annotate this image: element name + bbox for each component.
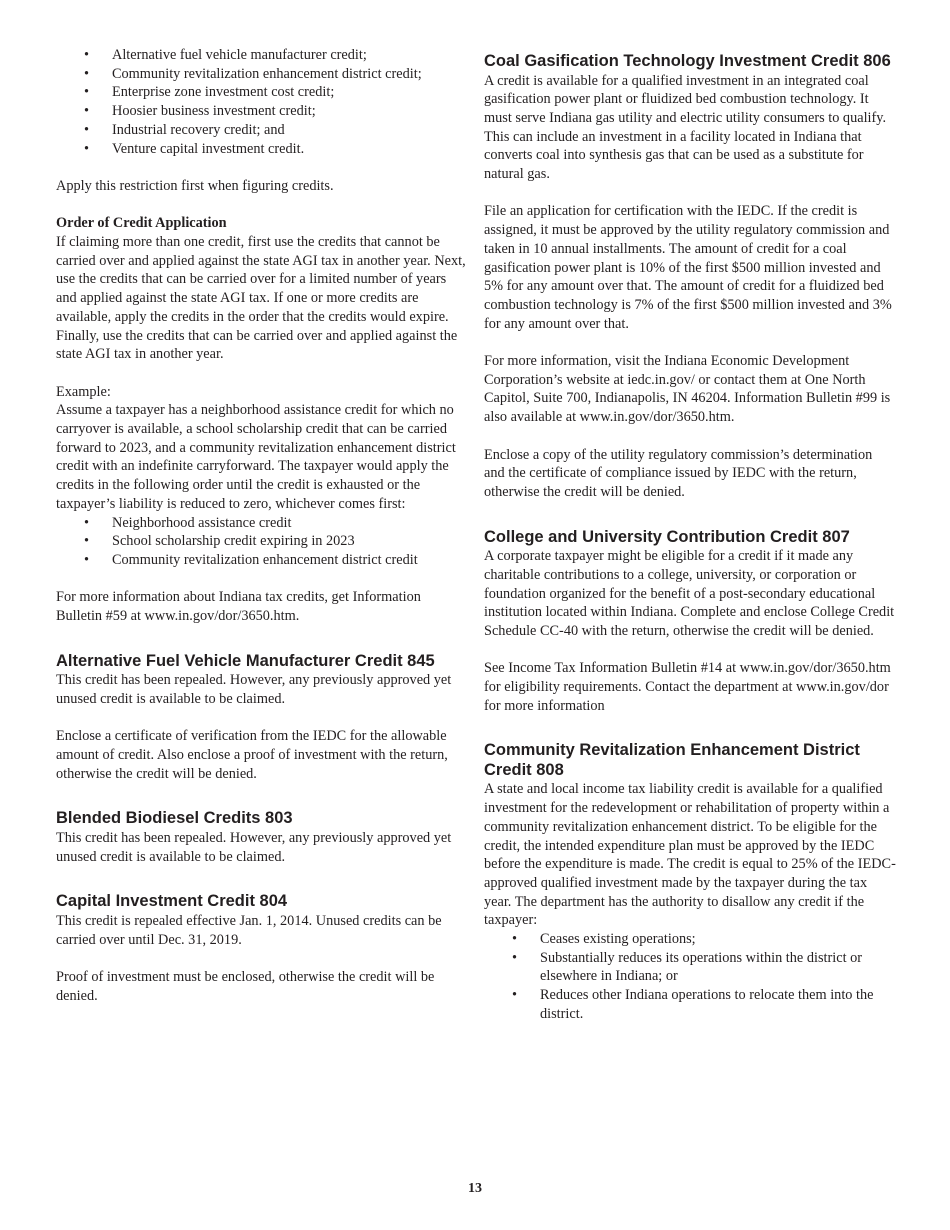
list-item: • Neighborhood assistance credit xyxy=(56,514,468,533)
list-item: • Hoosier business investment credit; xyxy=(56,102,468,121)
section-808-paragraph-1: A state and local income tax liability credit is available for a qualified investment for the redevelopment or rehabilitation of property within a community revitalization enhancement district. To be eligible for the credit, the intended expenditure plan must be approved by the IEDC before the expenditure is made. The credit is equal to 25% of the IEDC-approved qualified investment made by the taxpayer during the tax year. The department has the authority to disallow any credit if the taxpayer: xyxy=(484,781,896,929)
order-of-credit-text: If claiming more than one credit, first use the credits that cannot be carried over and applied against the state AGI tax in another year. Next, use the credits that can be carried over for a limited number of years and applied against the state AGI tax. If one or more credits are available, apply the credits in the order that the credits would expire. Finally, use the credits that can be carried over and applied against the state AGI tax in another year. xyxy=(56,234,466,363)
section-heading-803: Blended Biodiesel Credits 803 xyxy=(56,809,293,828)
section-heading-804: Capital Investment Credit 804 xyxy=(56,892,288,911)
list-item: • Industrial recovery credit; and xyxy=(56,121,468,140)
right-column xyxy=(484,46,896,1024)
example-credit-order-list xyxy=(56,514,468,570)
list-item: • Community revitalization enhancement district credit; xyxy=(56,65,468,84)
section-803-paragraph-1: This credit has been repealed. However, any previously approved yet unused credit is available to be claimed. xyxy=(56,829,452,865)
section-heading-807: College and University Contribution Credit 807 xyxy=(484,527,850,546)
list-item: • Alternative fuel vehicle manufacturer credit; xyxy=(56,46,468,65)
section-804-paragraph-2: Proof of investment must be enclosed, otherwise the credit will be denied. xyxy=(56,968,435,1004)
section-806-paragraph-2: File an application for certification with the IEDC. If the credit is assigned, it must be approved by the utility regulatory commission and taken in 10 annual installments. The amount of credit for a coal gasification power plant is 10% of the first $500 million invested and 5% for any amount over that. The amount of credit for a fluidized bed combustion technology is 7% of the first $500 million invested and 3% for any amount over that. xyxy=(484,203,892,332)
example-label: Example: xyxy=(56,383,111,400)
order-of-credit-heading: Order of Credit Application xyxy=(56,215,227,232)
section-heading-808: Community Revitalization Enhancement District Credit 808 xyxy=(484,741,860,779)
section-807-paragraph-1: A corporate taxpayer might be eligible for a credit if it made any charitable contributions to a college, university, or corporation or foundation organized for the benefit of a post-secondary educational institution located within Indiana. Complete and enclose College Credit Schedule CC-40 with the return, otherwise the credit will be denied. xyxy=(484,548,895,639)
section-807-paragraph-2: See Income Tax Information Bulletin #14 at www.in.gov/dor/3650.htm for eligibility requirements. Contact the department at www.in.gov/dor for more information xyxy=(484,660,891,714)
section-806-paragraph-4: Enclose a copy of the utility regulatory commission’s determination and the certificate of compliance issued by IEDC with the return, otherwise the credit will be denied. xyxy=(484,446,873,500)
list-item: • School scholarship credit expiring in 2023 xyxy=(56,532,468,551)
list-item: • Venture capital investment credit. xyxy=(56,140,468,159)
list-item: • Reduces other Indiana operations to relocate them into the district. xyxy=(484,986,896,1023)
list-item: • Substantially reduces its operations within the district or elsewhere in Indiana; or xyxy=(484,949,896,986)
section-845-paragraph-2: Enclose a certificate of verification from the IEDC for the allowable amount of credit. Also enclose a proof of investment with the return, otherwise the credit will be denied. xyxy=(56,728,448,782)
section-heading-806: Coal Gasification Technology Investment Credit 806 xyxy=(484,52,891,70)
section-804-paragraph-1: This credit is repealed effective Jan. 1, 2014. Unused credits can be carried over until Dec. 31, 2019. xyxy=(56,912,442,948)
page-number: 13 xyxy=(468,1181,482,1196)
list-item: • Enterprise zone investment cost credit; xyxy=(56,83,468,102)
section-806-paragraph-1: A credit is available for a qualified investment in an integrated coal gasification power plant or fluidized bed combustion technology. It must serve Indiana gas utility and electric utility consumers to qualify. This can include an investment in a facility located in Indiana that converts coal into synthesis gas that can be used as a substitute for natural gas. xyxy=(484,72,887,183)
left-column xyxy=(56,46,468,1005)
disallow-conditions-list xyxy=(484,930,896,1024)
more-info-paragraph: For more information about Indiana tax credits, get Information Bulletin #59 at www.in.gov/dor/3650.htm. xyxy=(56,589,421,625)
section-806-paragraph-3: For more information, visit the Indiana Economic Development Corporation’s website at iedc.in.gov/ or contact them at One North Capitol, Suite 700, Indianapolis, IN 46204. Information Bulletin #99 is also available at www.in.gov/dor/3650.htm. xyxy=(484,353,891,426)
credit-restriction-list xyxy=(56,46,468,158)
section-845-paragraph-1: This credit has been repealed. However, any previously approved yet unused credit is available to be claimed. xyxy=(56,672,452,707)
list-item: • Ceases existing operations; xyxy=(484,930,896,949)
example-text: Assume a taxpayer has a neighborhood assistance credit for which no carryover is available, a school scholarship credit that can be carried forward to 2023, and a community revitalization enhancement district credit with an indefinite carryforward. The taxpayer would apply the credits in the following order until the credit is exhausted or the taxpayer’s liability is reduced to zero, whichever comes first: xyxy=(56,402,456,512)
list-item: • Community revitalization enhancement district credit xyxy=(56,551,468,570)
apply-restriction-note: Apply this restriction first when figuring credits. xyxy=(56,177,334,194)
section-heading-845: Alternative Fuel Vehicle Manufacturer Credit 845 xyxy=(56,651,435,670)
